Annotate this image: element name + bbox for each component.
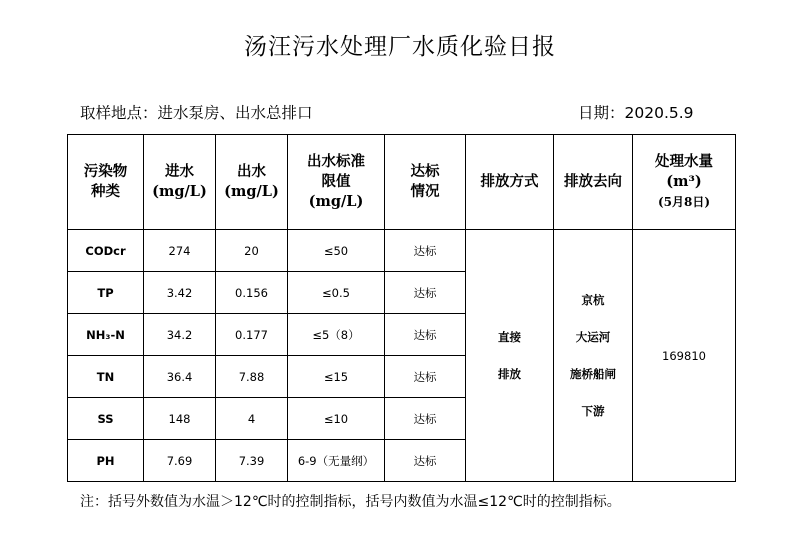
compliance-status: 达标 [385, 440, 466, 482]
compliance-status: 达标 [385, 356, 466, 398]
report-date: 日期：2020.5.9 [578, 104, 694, 122]
influent-value: 34.2 [144, 314, 216, 356]
report-title: 汤汪污水处理厂水质化验日报 [244, 34, 556, 60]
effluent-value: 0.156 [216, 272, 288, 314]
header-discharge-destination: 排放去向 [554, 135, 633, 230]
limit-value: ≤15 [288, 356, 385, 398]
influent-value: 7.69 [144, 440, 216, 482]
sampling-location: 取样地点：进水泵房、出水总排口 [80, 104, 313, 122]
compliance-status: 达标 [385, 398, 466, 440]
effluent-value: 0.177 [216, 314, 288, 356]
pollutant-name: TN [68, 356, 144, 398]
header-discharge-method: 排放方式 [466, 135, 554, 230]
limit-value: 6-9（无量纲） [288, 440, 385, 482]
table-header-row [68, 135, 736, 230]
effluent-value: 7.88 [216, 356, 288, 398]
influent-value: 274 [144, 230, 216, 272]
limit-value: ≤50 [288, 230, 385, 272]
header-treated-volume: 处理水量 (m³) (5月8日) [633, 135, 736, 230]
header-compliance: 达标 情况 [385, 135, 466, 230]
effluent-value: 4 [216, 398, 288, 440]
limit-value: ≤0.5 [288, 272, 385, 314]
compliance-status: 达标 [385, 272, 466, 314]
effluent-value: 7.39 [216, 440, 288, 482]
pollutant-name: CODcr [68, 230, 144, 272]
compliance-status: 达标 [385, 314, 466, 356]
header-influent: 进水 (mg/L) [144, 135, 216, 230]
influent-value: 36.4 [144, 356, 216, 398]
influent-value: 148 [144, 398, 216, 440]
header-limit: 出水标准 限值 (mg/L) [288, 135, 385, 230]
discharge-destination: 京杭 大运河 施桥船闸 下游 [554, 230, 633, 482]
pollutant-name: NH₃-N [68, 314, 144, 356]
header-effluent: 出水 (mg/L) [216, 135, 288, 230]
influent-value: 3.42 [144, 272, 216, 314]
footnote: 注：括号外数值为水温＞12℃时的控制指标，括号内数值为水温≤12℃时的控制指标。 [80, 494, 621, 510]
header-pollutant: 污染物 种类 [68, 135, 144, 230]
water-quality-table [67, 134, 736, 482]
limit-value: ≤5（8） [288, 314, 385, 356]
effluent-value: 20 [216, 230, 288, 272]
pollutant-name: PH [68, 440, 144, 482]
pollutant-name: TP [68, 272, 144, 314]
table-row [68, 230, 736, 272]
pollutant-name: SS [68, 398, 144, 440]
discharge-method: 直接 排放 [466, 230, 554, 482]
limit-value: ≤10 [288, 398, 385, 440]
compliance-status: 达标 [385, 230, 466, 272]
treated-volume: 169810 [633, 230, 736, 482]
